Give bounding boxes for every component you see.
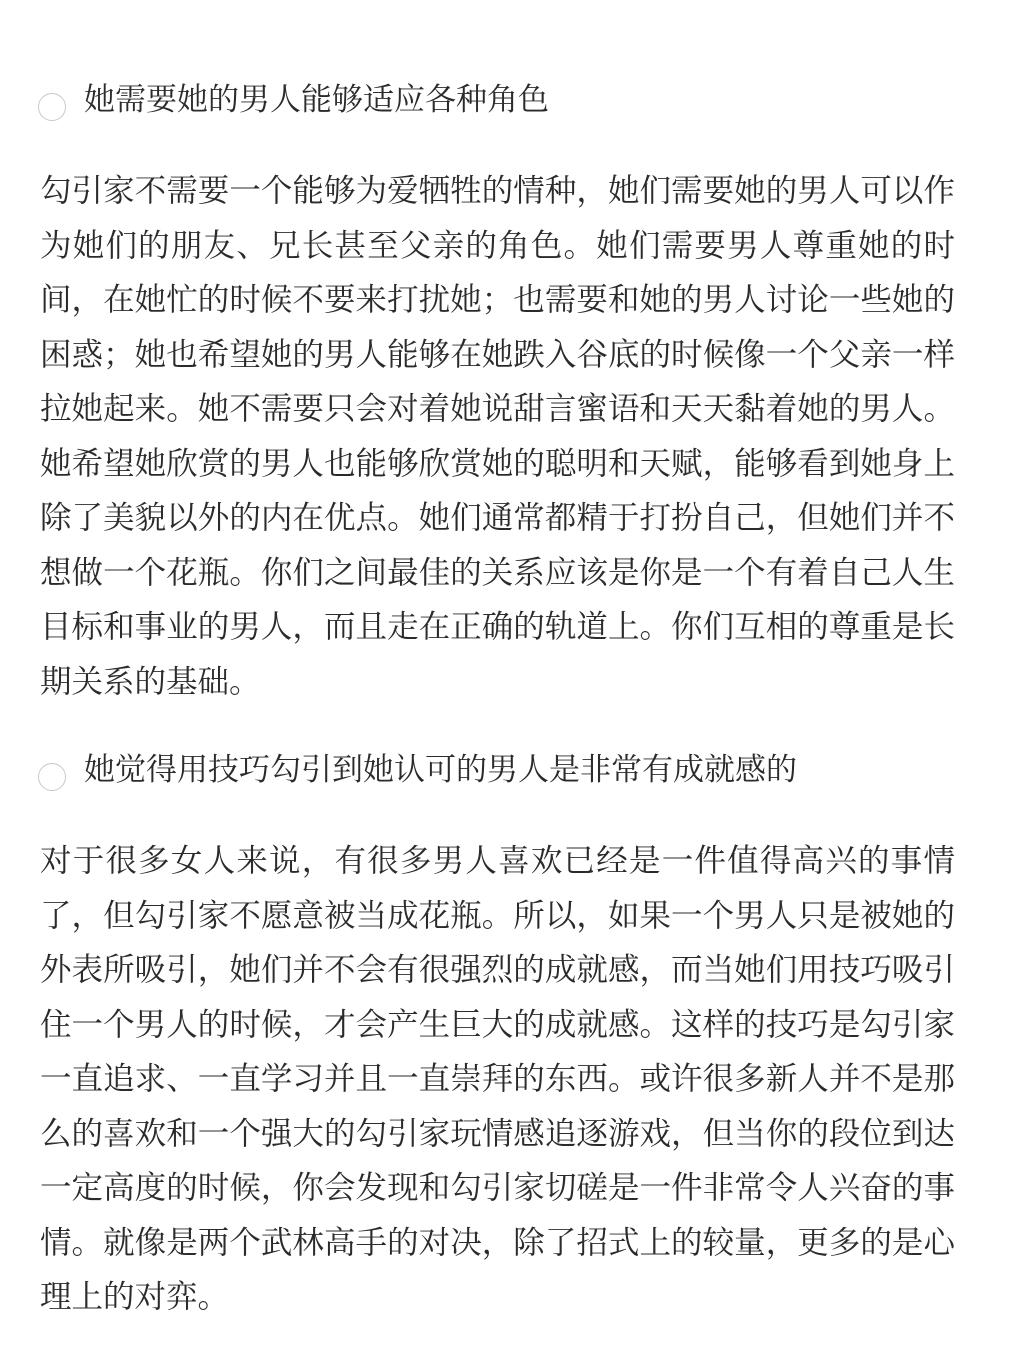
section-heading-text: 她觉得用技巧勾引到她认可的男人是非常有成就感的 <box>84 752 797 788</box>
section-heading-text: 她需要她的男人能够适应各种角色 <box>84 82 549 118</box>
section-paragraph-1: 勾引家不需要一个能够为爱牺牲的情种，她们需要她的男人可以作为她们的朋友、兄长甚至父亲的角色。她们需要男人尊重她的时间，在她忙的时候不要来打扰她；也需要和她的男人讨论一些她的困惑；她也希望她的男人能够在她跌入谷底的时候像一个父亲一样拉她起来。她不需要只会对着她说甜言蜜语和天天黏着她的男人。她希望她欣赏的男人也能够欣赏她的聪明和天赋，能够看到她身上除了美貌以外的内在优点。她们通常都精于打扮自己，但她们并不想做一个花瓶。你们之间最佳的关系应该是你是一个有着自己人生目标和事业的男人，而且走在正确的轨道上。你们互相的尊重是长期关系的基础。 <box>40 173 955 700</box>
section-heading-2[interactable] <box>38 748 797 792</box>
section-paragraph-2: 对于很多女人来说，有很多男人喜欢已经是一件值得高兴的事情了，但勾引家不愿意被当成花瓶。所以，如果一个男人只是被她的外表所吸引，她们并不会有很强烈的成就感，而当她们用技巧吸引住一个男人的时候，才会产生巨大的成就感。这样的技巧是勾引家一直追求、一直学习并且一直崇拜的东西。或许很多新人并不是那么的喜欢和一个强大的勾引家玩情感追逐游戏，但当你的段位到达一定高度的时候，你会发现和勾引家切磋是一件非常令人兴奋的事情。就像是两个武林高手的对决，除了招式上的较量，更多的是心理上的对弈。 <box>40 843 955 1315</box>
section-heading-1[interactable] <box>38 78 549 122</box>
radio-circle-icon[interactable] <box>38 93 66 121</box>
radio-circle-icon[interactable] <box>38 763 66 791</box>
